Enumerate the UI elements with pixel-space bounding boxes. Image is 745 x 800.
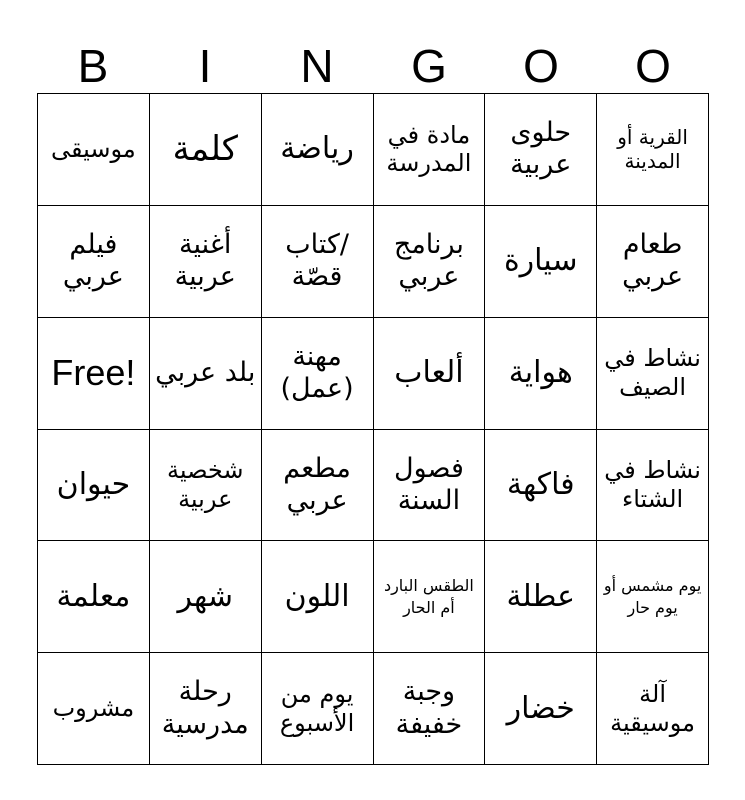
bingo-cell [485, 206, 597, 318]
cell-text: اللون [284, 578, 350, 614]
bingo-cell [262, 430, 374, 542]
cell-text: يوم من الأسبوع [279, 679, 355, 737]
bingo-cell [262, 653, 374, 765]
bingo-cell [38, 430, 150, 542]
header-letter: G [411, 40, 447, 92]
bingo-cell [597, 318, 709, 430]
bingo-cell [262, 94, 374, 206]
cell-text: خضار [506, 690, 575, 726]
bingo-cell [38, 318, 150, 430]
cell-text: يوم مشمس أو يوم حار [603, 576, 702, 617]
cell-text: موسيقى [51, 135, 136, 164]
cell-text: الطقس البارد أم الحار [383, 576, 474, 617]
bingo-cell [374, 318, 486, 430]
bingo-cell [597, 653, 709, 765]
cell-text: بلد عربي [155, 356, 256, 388]
cell-text: حلوى عربية [510, 117, 572, 181]
bingo-cell [485, 541, 597, 653]
bingo-cell [150, 541, 262, 653]
bingo-cell [485, 94, 597, 206]
cell-text: معلمة [56, 578, 131, 614]
cell-text: رياضة [280, 131, 354, 167]
bingo-cell [150, 94, 262, 206]
bingo-cell [485, 430, 597, 542]
bingo-cell [374, 653, 486, 765]
bingo-header [37, 38, 709, 94]
header-letter: O [523, 40, 559, 92]
bingo-cell [262, 318, 374, 430]
bingo-cell [597, 94, 709, 206]
free-space: Free! [51, 352, 136, 394]
cell-text: رحلة مدرسية [161, 676, 249, 740]
bingo-cell [374, 94, 486, 206]
bingo-cell [38, 653, 150, 765]
bingo-cell [262, 206, 374, 318]
bingo-cell [150, 318, 262, 430]
bingo-cell [374, 541, 486, 653]
cell-text: فيلم عربي [62, 228, 124, 293]
cell-text: كلمة [172, 129, 238, 170]
bingo-cell [597, 541, 709, 653]
bingo-cell [485, 318, 597, 430]
cell-text: وجبة خفيفة [395, 676, 463, 740]
bingo-cell [150, 653, 262, 765]
cell-text: سيارة [503, 243, 578, 279]
cell-text: هواية [508, 355, 573, 391]
bingo-grid [37, 93, 709, 765]
header-letter: N [300, 40, 334, 92]
cell-text: شهر [177, 578, 233, 614]
bingo-cell [150, 206, 262, 318]
cell-text: مهنة (عمل) [280, 340, 354, 405]
cell-text: مادة في المدرسة [386, 120, 472, 178]
cell-text: فاكهة [506, 466, 575, 502]
bingo-cell [38, 541, 150, 653]
cell-text: /كتاب قصّة [285, 228, 349, 293]
header-letter: O [635, 40, 671, 92]
header-letter: I [198, 40, 212, 92]
cell-text: مطعم عربي [283, 452, 351, 516]
cell-text: أغنية عربية [174, 228, 236, 293]
bingo-cell [38, 206, 150, 318]
bingo-cell [597, 206, 709, 318]
bingo-cell [38, 94, 150, 206]
bingo-cell [262, 541, 374, 653]
bingo-cell [374, 430, 486, 542]
cell-text: نشاط في الشتاء [604, 456, 701, 513]
cell-text: القرية أو المدينة [617, 125, 688, 174]
bingo-cell [150, 430, 262, 542]
bingo-cell [374, 206, 486, 318]
cell-text: طعام عربي [622, 228, 684, 293]
cell-text: مشروب [52, 694, 135, 723]
cell-text: آلة موسيقية [610, 679, 695, 737]
cell-text: فصول السنة [393, 452, 464, 516]
cell-text: ألعاب [394, 355, 464, 391]
cell-text: برنامج عربي [393, 228, 464, 293]
cell-text: شخصية عربية [166, 456, 244, 513]
bingo-cell [485, 653, 597, 765]
cell-text: نشاط في الصيف [604, 344, 701, 402]
cell-text: حيوان [56, 466, 131, 502]
bingo-cell [597, 430, 709, 542]
header-letter: B [77, 40, 109, 92]
cell-text: عطلة [506, 578, 575, 614]
